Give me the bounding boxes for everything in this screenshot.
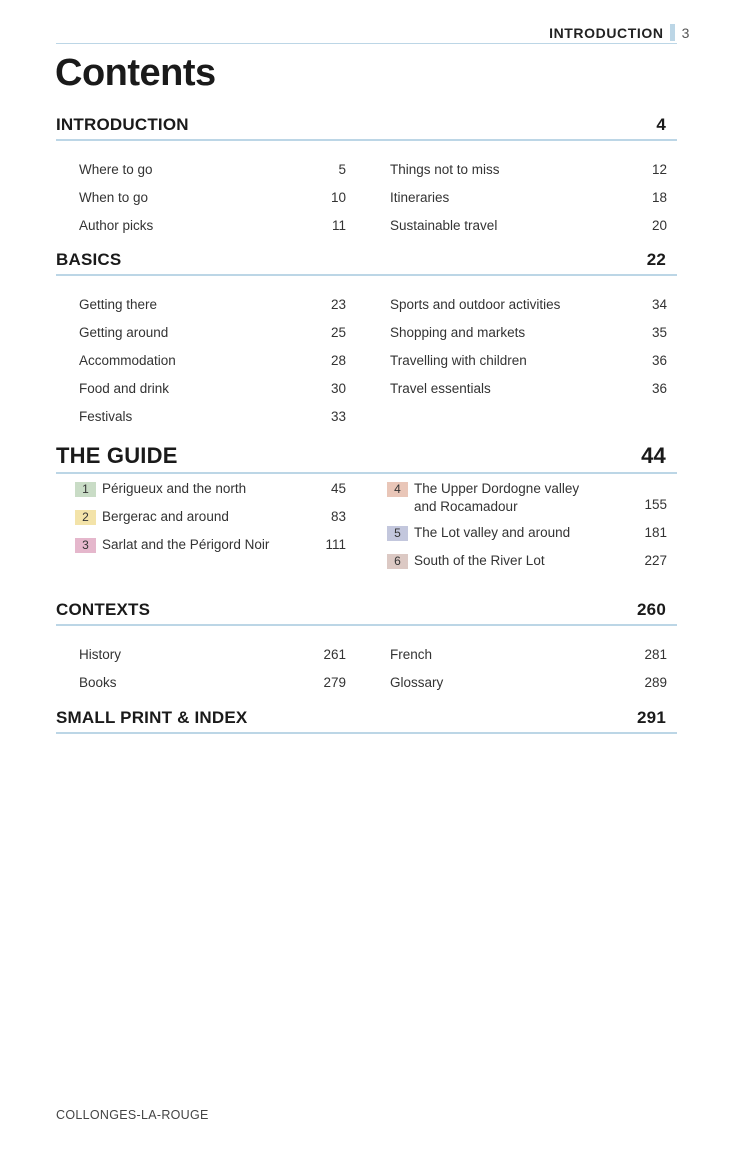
- chapter-number-badge: 2: [75, 510, 96, 525]
- section-page: 4: [656, 115, 666, 134]
- toc-entry[interactable]: [79, 314, 346, 342]
- entry-title: South of the River Lot: [414, 553, 545, 568]
- entry-page: 279: [323, 675, 346, 690]
- toc-entry[interactable]: [390, 286, 667, 314]
- entry-page: 227: [644, 553, 667, 568]
- toc-entry[interactable]: [79, 207, 346, 235]
- toc-entry[interactable]: [79, 664, 346, 692]
- entry-page: 11: [331, 218, 346, 233]
- toc-chapter-entry[interactable]: [75, 536, 346, 564]
- chapter-number-badge: 3: [75, 538, 96, 553]
- entry-page: 36: [651, 353, 667, 368]
- section-guide: [56, 443, 677, 580]
- entry-title: Sports and outdoor activities: [390, 297, 561, 312]
- entry-title: Travelling with children: [390, 353, 527, 368]
- entry-page: 261: [323, 647, 346, 662]
- section-heading[interactable]: [56, 250, 677, 276]
- entry-page: 45: [330, 481, 346, 496]
- toc-entry[interactable]: [390, 151, 667, 179]
- entry-page: 35: [651, 325, 667, 340]
- section-page: 260: [637, 600, 666, 619]
- toc-entry[interactable]: [390, 314, 667, 342]
- chapter-number-badge: 1: [75, 482, 96, 497]
- chapter-number-badge: 5: [387, 526, 408, 541]
- entry-page: 30: [330, 381, 346, 396]
- toc-chapter-entry[interactable]: [387, 480, 667, 524]
- toc-entry[interactable]: [79, 151, 346, 179]
- entry-title: Accommodation: [79, 353, 176, 368]
- section-page: 291: [637, 708, 666, 727]
- running-head-page-number: 3: [681, 24, 690, 41]
- toc-chapter-entry[interactable]: [75, 508, 346, 536]
- entry-page: 18: [651, 190, 667, 205]
- entry-title: Books: [79, 675, 117, 690]
- section-heading[interactable]: [56, 708, 677, 734]
- entry-title: Getting around: [79, 325, 169, 340]
- entry-page: 12: [651, 162, 667, 177]
- toc-entry[interactable]: [79, 370, 346, 398]
- entry-title: Bergerac and around: [102, 509, 229, 524]
- section-heading[interactable]: [56, 600, 677, 626]
- entry-title: French: [390, 647, 433, 662]
- running-head-bar: [670, 24, 675, 41]
- entry-page: 10: [330, 190, 346, 205]
- entry-title: Sustainable travel: [390, 218, 498, 233]
- toc-entry[interactable]: [390, 636, 667, 664]
- entry-page: 23: [330, 297, 346, 312]
- entry-page: 83: [330, 509, 346, 524]
- chapter-number-badge: 4: [387, 482, 408, 497]
- toc-entry[interactable]: [390, 207, 667, 235]
- section-basics: [56, 250, 677, 426]
- toc-entry[interactable]: [79, 286, 346, 314]
- section-title: INTRODUCTION: [56, 115, 189, 134]
- entry-title: Glossary: [390, 675, 444, 690]
- toc-entry[interactable]: [390, 664, 667, 692]
- toc-entry[interactable]: [79, 342, 346, 370]
- entry-page: 181: [644, 525, 667, 540]
- entry-page: 111: [325, 537, 346, 552]
- entry-title: Shopping and markets: [390, 325, 526, 340]
- toc-entry[interactable]: [390, 342, 667, 370]
- entry-page: 34: [651, 297, 667, 312]
- entry-title: Things not to miss: [390, 162, 500, 177]
- section-page: 22: [646, 250, 666, 269]
- section-small-print: [56, 708, 677, 734]
- entry-page: 25: [330, 325, 346, 340]
- section-title: BASICS: [56, 250, 122, 269]
- entry-title: Sarlat and the Périgord Noir: [102, 537, 270, 552]
- entry-title: When to go: [79, 190, 149, 205]
- toc-chapter-entry[interactable]: [387, 552, 667, 580]
- entry-page: 36: [651, 381, 667, 396]
- entry-title: Festivals: [79, 409, 133, 424]
- running-head-title: INTRODUCTION: [549, 24, 664, 41]
- entry-title-line-1: The Upper Dordogne valley: [414, 481, 580, 496]
- entry-title: Getting there: [79, 297, 158, 312]
- entry-page: 20: [651, 218, 667, 233]
- section-title: SMALL PRINT & INDEX: [56, 708, 248, 727]
- entry-title: Food and drink: [79, 381, 170, 396]
- toc-chapter-entry[interactable]: [75, 480, 346, 508]
- entry-title: Périgueux and the north: [102, 481, 247, 496]
- entry-page: 281: [644, 647, 667, 662]
- page-title: Contents: [55, 52, 216, 94]
- entry-title: Where to go: [79, 162, 153, 177]
- toc-entry[interactable]: [390, 179, 667, 207]
- toc-entry[interactable]: [79, 398, 346, 426]
- entry-title: Travel essentials: [390, 381, 491, 396]
- entry-title-line-2: and Rocamadour: [414, 499, 518, 514]
- section-page: 44: [641, 443, 666, 468]
- section-heading[interactable]: [56, 115, 677, 141]
- toc-chapter-entry[interactable]: [387, 524, 667, 552]
- entry-title: Itineraries: [390, 190, 450, 205]
- entry-page: 28: [330, 353, 346, 368]
- entry-title: History: [79, 647, 122, 662]
- section-heading[interactable]: [56, 443, 677, 474]
- entry-page: 289: [644, 675, 667, 690]
- entry-title: The Lot valley and around: [414, 525, 571, 540]
- chapter-number-badge: 6: [387, 554, 408, 569]
- running-head: [549, 24, 690, 41]
- toc-entry[interactable]: [79, 179, 346, 207]
- section-contexts: [56, 600, 677, 692]
- photo-caption: COLLONGES-LA-ROUGE: [56, 1108, 209, 1122]
- toc-entry[interactable]: [390, 370, 667, 398]
- toc-entry[interactable]: [79, 636, 346, 664]
- entry-page: 5: [338, 162, 346, 177]
- section-introduction: [56, 115, 677, 235]
- entry-title: Author picks: [79, 218, 154, 233]
- section-title: CONTEXTS: [56, 600, 151, 619]
- section-title: THE GUIDE: [56, 443, 178, 468]
- entry-page: 33: [330, 409, 346, 424]
- entry-page: 155: [644, 497, 667, 512]
- top-rule: [56, 43, 677, 44]
